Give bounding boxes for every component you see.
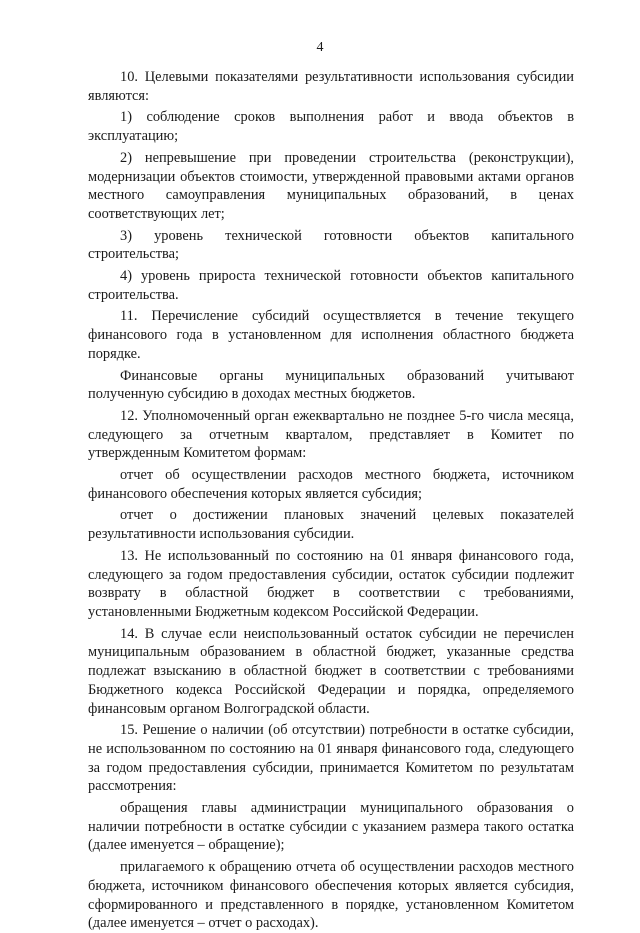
page-number: 4 [316, 40, 324, 55]
paragraph: 3) уровень технической готовности объектов капитального строительства; [88, 227, 574, 263]
paragraph: 10. Целевыми показателями результативности использования субсидии являются: [88, 69, 574, 104]
paragraph: отчет об осуществлении расходов местного бюджета, источником финансового обеспечения которых является субсидия; [88, 467, 574, 502]
paragraph: отчет о достижении плановых значений целевых показателей результативности использования субсидии. [88, 507, 574, 543]
paragraph: 15. Решение о наличии (об отсутствии) потребности в остатке субсидии, не использованном по состоянию на 01 января финансового года, следующего за годом предоставления субсидии, принимается Комитетом по результатам рассмотрения: [88, 722, 574, 795]
paragraph: обращения главы администрации муниципального образования о наличии потребности в остатке субсидии с указанием размера такого остатка (далее именуется – обращение); [88, 800, 574, 854]
paragraph: Финансовые органы муниципальных образований учитывают полученную субсидию в доходах местных бюджетов. [88, 367, 574, 403]
paragraph: 11. Перечисление субсидий осуществляется в течение текущего финансового года в установленном для исполнения областного бюджета порядке. [88, 308, 574, 362]
paragraph: 2) непревышение при проведении строительства (реконструкции), модернизации объектов стоимости, утвержденной правовыми актами органов местного самоуправления муниципальных образований, в ценах соответствующих лет; [88, 149, 574, 222]
paragraph: 13. Не использованный по состоянию на 01 января финансового года, следующего за годом предоставления субсидии, остаток субсидии подлежит возврату в областной бюджет в соответствии с требованиями, установленными Бюджетным кодексом Российской Федерации. [88, 547, 574, 620]
paragraph: 1) соблюдение сроков выполнения работ и ввода объектов в эксплуатацию; [88, 109, 574, 145]
paragraph: 12. Уполномоченный орган ежеквартально не позднее 5-го числа месяца, следующего за отчетным кварталом, представляет в Комитет по утвержденным Комитетом формам: [88, 407, 574, 462]
paragraph: прилагаемого к обращению отчета об осуществлении расходов местного бюджета, источником финансового обеспечения которых является субсидия, сформированного и представленного в порядке, установленном Комитетом (далее именуется – отчет о расходах). [88, 859, 574, 932]
paragraph: 14. В случае если неиспользованный остаток субсидии не перечислен муниципальным образованием в областной бюджет, указанные средства подлежат взысканию в областной бюджет в соответствии с требованиями Бюджетного кодекса Российской Федерации и порядка, определяемого финансовым органом Волгоградской области. [88, 625, 574, 717]
paragraph: 4) уровень прироста технической готовности объектов капитального строительства. [88, 268, 574, 303]
document-body [88, 68, 574, 933]
